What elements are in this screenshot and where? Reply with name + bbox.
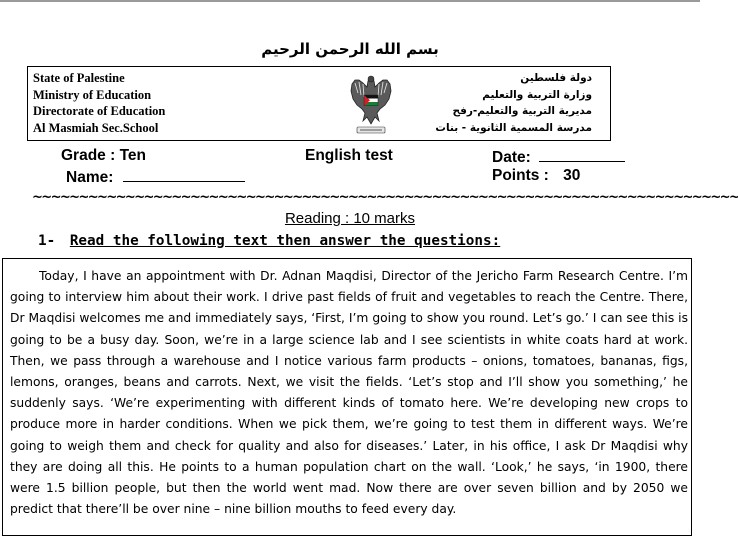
- header-line-state-ar: دولة فلسطين: [520, 72, 592, 84]
- header-line-directorate: Directorate of Education: [33, 104, 166, 118]
- section-title: [0, 210, 700, 227]
- points-value: 30: [563, 167, 581, 184]
- grade-label: Grade : Ten: [61, 147, 146, 164]
- date-blank[interactable]: [539, 147, 625, 162]
- name-field[interactable]: [66, 167, 245, 187]
- header-line-ministry: Ministry of Education: [33, 87, 152, 102]
- basmala: بسم الله الرحمن الرحيم: [261, 40, 439, 58]
- school-header-box: [27, 66, 611, 141]
- arabic-header: [435, 70, 592, 136]
- points-label: Points :: [492, 167, 549, 184]
- english-header: [33, 70, 165, 136]
- question-heading: [38, 233, 500, 249]
- date-field[interactable]: [492, 147, 625, 167]
- palestine-eagle-emblem-icon: [343, 71, 399, 135]
- reading-passage-box: [2, 258, 692, 536]
- header-line-state: State of Palestine: [33, 71, 125, 85]
- question-number: 1-: [38, 233, 56, 249]
- reading-marks-title: Reading : 10 marks: [284, 210, 416, 227]
- top-rule: [0, 0, 700, 2]
- reading-passage: Today, I have an appointment with Dr. Adnan Maqdisi, Director of the Jericho Farm Research Centre. I’m going to interview him about their work. I drive past fields of fruit and vegetables to reach the Centre. There, Dr Maqdisi welcomes me and immediately says, ‘First, I’m going to show you round. Let’s go.’ I can see this is going to be a busy day. Soon, we’re in a large science lab and I see scientists in white coats hard at work. Then, we pass through a warehouse and I notice various farm products – onions, tomatoes, bananas, figs, lemons, oranges, beans and carrots. Next, we visit the fields. ‘Let’s stop and I’ll show you something,’ he suddenly says. ‘We’re experimenting with different kinds of tomato here. We’re developing new crops to produce more in harder conditions. When we pick them, we’re going to test them in different ways. We’re going to weigh them and check for quality and also for diseases.’ Later, in his office, I ask Dr Maqdisi why they are doing all this. He points to a human population chart on the wall. ‘Look,’ he says, ‘in 1900, there were 1.5 billion people, but then the world went mad. Now there are over seven billion and by 2050 we predict that there’ll be over nine – nine billion mouths to feed every day.: [10, 269, 688, 517]
- header-line-directorate-ar: مديرية التربية والتعليم-رفح: [452, 105, 592, 117]
- header-line-school: Al Masmiah Sec.School: [33, 120, 159, 135]
- name-blank[interactable]: [123, 167, 245, 182]
- header-line-school-ar: مدرسة المسمية الثانوية - بنات: [435, 121, 592, 134]
- name-label: Name:: [66, 169, 114, 186]
- header-line-ministry-ar: وزارة التربية والتعليم: [482, 88, 592, 101]
- test-title: English test: [305, 147, 393, 164]
- date-label: Date:: [492, 149, 531, 166]
- tilde-divider: ~~~~~~~~~~~~~~~~~~~~~~~~~~~~~~~~~~~~~~~~~~~~~~~~~~~~~~~~~~~~~~~~~~~~~~~~~~~~: [32, 190, 738, 205]
- question-instruction: Read the following text then answer the questions:: [69, 233, 501, 249]
- points-field: [492, 167, 580, 185]
